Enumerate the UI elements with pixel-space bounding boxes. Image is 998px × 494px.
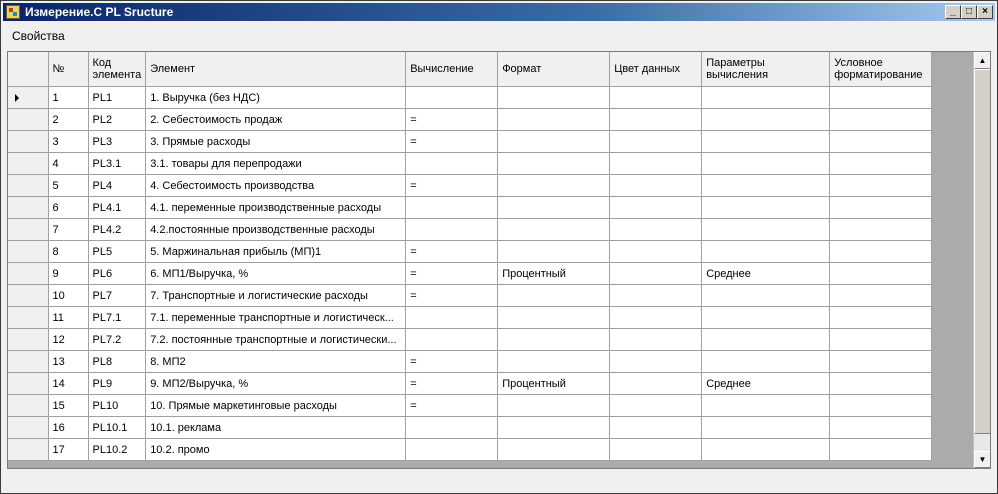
cell-data-color[interactable] [610,175,702,197]
cell-calc-params[interactable] [702,417,830,439]
cell-element[interactable]: 9. МП2/Выручка, % [146,373,406,395]
corner-header[interactable] [8,52,48,87]
cell-number[interactable]: 5 [48,175,88,197]
scroll-up-button[interactable]: ▲ [974,52,991,69]
cell-code[interactable]: PL5 [88,241,146,263]
row-header-current[interactable] [8,87,48,109]
cell-element[interactable]: 4.2.постоянные производственные расходы [146,219,406,241]
cell-calculation[interactable] [406,329,498,351]
cell-data-color[interactable] [610,351,702,373]
scroll-down-button[interactable]: ▼ [974,451,991,468]
table-row[interactable] [8,263,932,285]
cell-calculation[interactable]: = [406,285,498,307]
cell-element[interactable]: 10.1. реклама [146,417,406,439]
cell-data-color[interactable] [610,197,702,219]
cell-number[interactable]: 9 [48,263,88,285]
cell-format[interactable] [498,307,610,329]
row-header[interactable] [8,153,48,175]
row-header[interactable] [8,109,48,131]
cell-code[interactable]: PL2 [88,109,146,131]
cell-format[interactable] [498,285,610,307]
cell-number[interactable]: 1 [48,87,88,109]
column-header-data-color[interactable]: Цвет данных [610,52,702,87]
column-header-format[interactable]: Формат [498,52,610,87]
row-header[interactable] [8,175,48,197]
cell-calculation[interactable]: = [406,241,498,263]
cell-calculation[interactable] [406,219,498,241]
scroll-thumb[interactable] [974,69,991,434]
table-row[interactable] [8,153,932,175]
row-header[interactable] [8,307,48,329]
cell-format[interactable] [498,87,610,109]
cell-element[interactable]: 3.1. товары для перепродажи [146,153,406,175]
row-header[interactable] [8,241,48,263]
cell-calculation[interactable] [406,153,498,175]
cell-calc-params[interactable] [702,285,830,307]
cell-code[interactable]: PL7.2 [88,329,146,351]
cell-calc-params[interactable] [702,219,830,241]
cell-conditional-format[interactable] [830,263,932,285]
cell-data-color[interactable] [610,131,702,153]
cell-element[interactable]: 10. Прямые маркетинговые расходы [146,395,406,417]
cell-calc-params[interactable] [702,307,830,329]
cell-number[interactable]: 17 [48,439,88,461]
cell-element[interactable]: 4.1. переменные производственные расходы [146,197,406,219]
cell-data-color[interactable] [610,417,702,439]
table-row[interactable] [8,439,932,461]
cell-code[interactable]: PL9 [88,373,146,395]
menu-bar [3,21,995,51]
table-row[interactable] [8,373,932,395]
cell-calculation[interactable]: = [406,373,498,395]
cell-element[interactable]: 6. МП1/Выручка, % [146,263,406,285]
cell-element[interactable]: 7.1. переменные транспортные и логистическ... [146,307,406,329]
cell-data-color[interactable] [610,395,702,417]
cell-element[interactable]: 8. МП2 [146,351,406,373]
cell-calc-params[interactable] [702,175,830,197]
window-title: Измерение.C PL Sructure [25,5,174,19]
cell-format[interactable] [498,109,610,131]
column-header-element[interactable]: Элемент [146,52,406,87]
cell-calculation[interactable]: = [406,109,498,131]
cell-number[interactable]: 10 [48,285,88,307]
row-header[interactable] [8,285,48,307]
cell-data-color[interactable] [610,285,702,307]
cell-data-color[interactable] [610,263,702,285]
cell-conditional-format[interactable] [830,219,932,241]
cell-calc-params[interactable] [702,439,830,461]
cell-number[interactable]: 11 [48,307,88,329]
vertical-scrollbar[interactable] [973,52,991,468]
table-row[interactable] [8,131,932,153]
cell-number[interactable]: 15 [48,395,88,417]
cell-code[interactable]: PL1 [88,87,146,109]
cell-number[interactable]: 3 [48,131,88,153]
cell-format[interactable]: Процентный [498,263,610,285]
table-row[interactable] [8,285,932,307]
cell-data-color[interactable] [610,153,702,175]
cell-format[interactable] [498,351,610,373]
cell-conditional-format[interactable] [830,197,932,219]
cell-conditional-format[interactable] [830,175,932,197]
cell-code[interactable]: PL4.2 [88,219,146,241]
cell-code[interactable]: PL7.1 [88,307,146,329]
cell-data-color[interactable] [610,219,702,241]
cell-calc-params[interactable] [702,241,830,263]
cell-number[interactable]: 7 [48,219,88,241]
table-row[interactable] [8,219,932,241]
cell-conditional-format[interactable] [830,373,932,395]
cell-format[interactable]: Процентный [498,373,610,395]
cell-calculation[interactable] [406,197,498,219]
close-button[interactable]: × [977,5,993,19]
row-header[interactable] [8,439,48,461]
row-header[interactable] [8,417,48,439]
cell-calc-params[interactable] [702,351,830,373]
cell-conditional-format[interactable] [830,439,932,461]
cell-format[interactable] [498,395,610,417]
table-row[interactable] [8,417,932,439]
cell-calculation[interactable]: = [406,131,498,153]
cell-data-color[interactable] [610,109,702,131]
app-icon[interactable] [6,5,20,19]
cell-format[interactable] [498,131,610,153]
cell-number[interactable]: 12 [48,329,88,351]
cell-number[interactable]: 14 [48,373,88,395]
table-row[interactable] [8,197,932,219]
cell-conditional-format[interactable] [830,307,932,329]
cell-calc-params[interactable] [702,87,830,109]
cell-calc-params[interactable] [702,153,830,175]
grid-table [8,52,932,461]
cell-element[interactable]: 3. Прямые расходы [146,131,406,153]
cell-format[interactable] [498,153,610,175]
cell-conditional-format[interactable] [830,87,932,109]
cell-data-color[interactable] [610,87,702,109]
cell-element[interactable]: 10.2. промо [146,439,406,461]
cell-calculation[interactable] [406,307,498,329]
row-header[interactable] [8,197,48,219]
menu-properties[interactable]: Свойства [12,29,65,43]
table-row[interactable] [8,109,932,131]
column-header-code[interactable]: Код элемента [88,52,146,87]
cell-calc-params[interactable] [702,395,830,417]
table-row[interactable] [8,241,932,263]
cell-code[interactable]: PL10.2 [88,439,146,461]
cell-element[interactable]: 5. Маржинальная прибыль (МП)1 [146,241,406,263]
cell-code[interactable]: PL4.1 [88,197,146,219]
cell-conditional-format[interactable] [830,351,932,373]
cell-number[interactable]: 2 [48,109,88,131]
title-bar[interactable] [3,3,995,21]
table-row[interactable] [8,395,932,417]
cell-calculation[interactable] [406,439,498,461]
table-row[interactable] [8,307,932,329]
cell-element[interactable]: 1. Выручка (без НДС) [146,87,406,109]
row-header[interactable] [8,373,48,395]
cell-calc-params[interactable] [702,197,830,219]
status-bar [3,471,995,491]
cell-number[interactable]: 13 [48,351,88,373]
row-header[interactable] [8,351,48,373]
table-row[interactable] [8,87,932,109]
cell-calculation[interactable] [406,417,498,439]
cell-code[interactable]: PL3.1 [88,153,146,175]
cell-number[interactable]: 4 [48,153,88,175]
cell-conditional-format[interactable] [830,329,932,351]
cell-code[interactable]: PL3 [88,131,146,153]
cell-element[interactable]: 2. Себестоимость продаж [146,109,406,131]
column-header-calc-params[interactable]: Параметры вычисления [702,52,830,87]
cell-calculation[interactable]: = [406,263,498,285]
cell-element[interactable]: 7. Транспортные и логистические расходы [146,285,406,307]
cell-conditional-format[interactable] [830,241,932,263]
cell-format[interactable] [498,329,610,351]
cell-code[interactable]: PL8 [88,351,146,373]
column-header-calculation[interactable]: Вычисление [406,52,498,87]
cell-calc-params[interactable] [702,109,830,131]
data-grid[interactable] [7,51,991,469]
cell-calc-params[interactable] [702,329,830,351]
minimize-button[interactable]: _ [945,5,961,19]
cell-code[interactable]: PL7 [88,285,146,307]
cell-conditional-format[interactable] [830,109,932,131]
cell-data-color[interactable] [610,439,702,461]
row-header[interactable] [8,131,48,153]
table-row[interactable] [8,329,932,351]
row-header[interactable] [8,219,48,241]
cell-conditional-format[interactable] [830,417,932,439]
cell-data-color[interactable] [610,241,702,263]
cell-conditional-format[interactable] [830,153,932,175]
cell-format[interactable] [498,175,610,197]
cell-data-color[interactable] [610,329,702,351]
cell-data-color[interactable] [610,307,702,329]
cell-calculation[interactable]: = [406,175,498,197]
column-header-conditional-format[interactable]: Условное форматирование [830,52,932,87]
cell-conditional-format[interactable] [830,285,932,307]
cell-calculation[interactable] [406,87,498,109]
cell-format[interactable] [498,241,610,263]
cell-calculation[interactable]: = [406,351,498,373]
cell-code[interactable]: PL10 [88,395,146,417]
cell-code[interactable]: PL10.1 [88,417,146,439]
cell-calculation[interactable]: = [406,395,498,417]
cell-number[interactable]: 8 [48,241,88,263]
maximize-button[interactable]: □ [961,5,977,19]
cell-format[interactable] [498,439,610,461]
cell-format[interactable] [498,417,610,439]
cell-conditional-format[interactable] [830,131,932,153]
row-header[interactable] [8,329,48,351]
cell-code[interactable]: PL4 [88,175,146,197]
cell-calc-params[interactable]: Среднее [702,373,830,395]
column-header-number[interactable]: № [48,52,88,87]
cell-number[interactable]: 6 [48,197,88,219]
row-header[interactable] [8,263,48,285]
cell-element[interactable]: 7.2. постоянные транспортные и логистически... [146,329,406,351]
cell-conditional-format[interactable] [830,395,932,417]
header-row [8,52,932,87]
cell-data-color[interactable] [610,373,702,395]
cell-format[interactable] [498,197,610,219]
table-row[interactable] [8,175,932,197]
cell-calc-params[interactable] [702,131,830,153]
cell-code[interactable]: PL6 [88,263,146,285]
table-row[interactable] [8,351,932,373]
cell-number[interactable]: 16 [48,417,88,439]
cell-element[interactable]: 4. Себестоимость производства [146,175,406,197]
row-header[interactable] [8,395,48,417]
cell-format[interactable] [498,219,610,241]
cell-calc-params[interactable]: Среднее [702,263,830,285]
